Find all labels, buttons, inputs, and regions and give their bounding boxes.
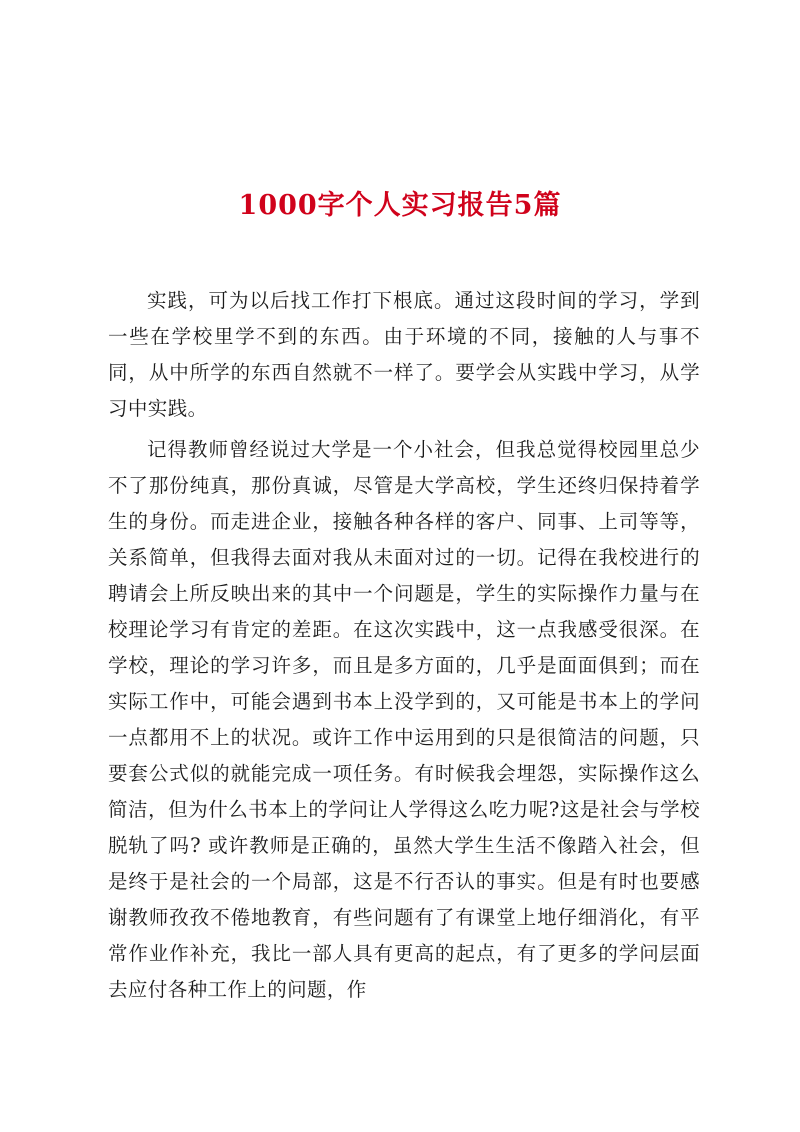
document-body: [108, 283, 700, 1008]
paragraph: 记得教师曾经说过大学是一个小社会，但我总觉得校园里总少不了那份纯真，那份真诚，尽管是大学高校，学生还终归保持着学生的身份。而走进企业，接触各种各样的客户、同事、上司等等，关系简单，但我得去面对我从未面对过的一切。记得在我校进行的聘请会上所反映出来的其中一个问题是，学生的实际操作力量与在校理论学习有肯定的差距。在这次实践中，这一点我感受很深。在学校，理论的学习许多，而且是多方面的，几乎是面面俱到；而在实际工作中，可能会遇到书本上没学到的，又可能是书本上的学问一点都用不上的状况。或许工作中运用到的只是很简洁的问题，只要套公式似的就能完成一项任务。有时候我会埋怨，实际操作这么简洁，但为什么书本上的学问让人学得这么吃力呢?这是社会与学校脱轨了吗? 或许教师是正确的，虽然大学生生活不像踏入社会，但是终于是社会的一个局部，这是不行否认的事实。但是有时也要感谢教师孜孜不倦地教育，有些问题有了有课堂上地仔细消化，有平常作业作补充，我比一部人具有更高的起点，有了更多的学问层面去应付各种工作上的问题，作: [108, 438, 700, 1001]
document-title: 1000字个人实习报告5篇: [238, 190, 562, 222]
paragraph: 实践，可为以后找工作打下根底。通过这段时间的学习，学到一些在学校里学不到的东西。由于环境的不同，接触的人与事不同，从中所学的东西自然就不一样了。要学会从实践中学习，从学习中实践。: [108, 289, 700, 420]
